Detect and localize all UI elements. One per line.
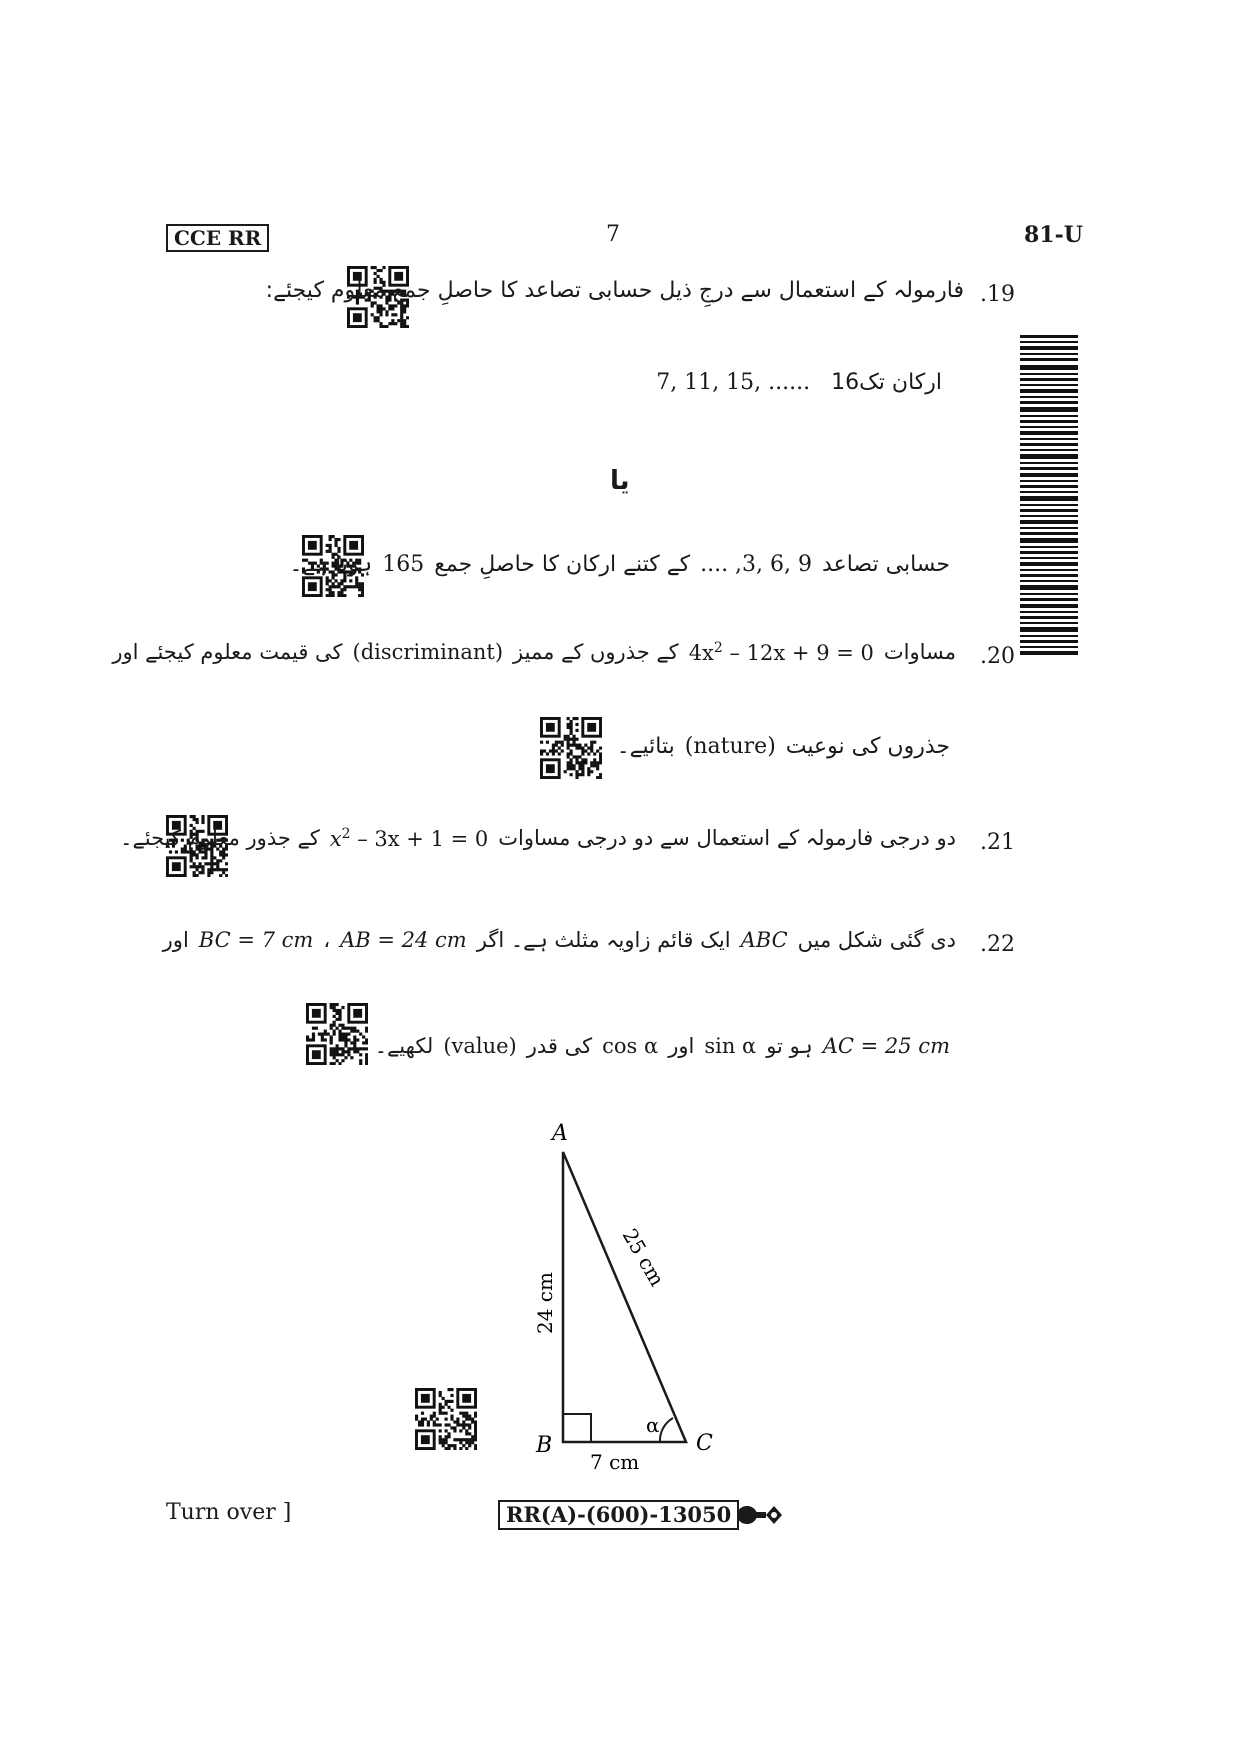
vertex-a-label: A xyxy=(552,1121,568,1146)
q20-l1-b: کے جذروں کے ممیز xyxy=(513,640,679,664)
qr-code-q22 xyxy=(306,1003,368,1065)
q22-a: دی گئی شکل میں xyxy=(797,928,956,952)
q19-alt-series: .... ,3, 6, 9 xyxy=(700,552,813,577)
paper-code: 81-U xyxy=(1024,222,1083,248)
or-separator: یا xyxy=(610,466,630,496)
q20-l1-c: کی قیمت معلوم کیجئے اور xyxy=(112,640,343,664)
q19-alt-line xyxy=(289,552,950,577)
height-length-label: 24 cm xyxy=(533,1272,557,1334)
vertex-c-label: C xyxy=(696,1431,713,1456)
qr-code-q20 xyxy=(540,717,602,779)
q19-alt-b: کے کتنے ارکان کا حاصلِ جمع xyxy=(434,552,691,577)
q19-series-line xyxy=(656,370,942,395)
q22-c: ہو تو xyxy=(766,1034,813,1058)
q20-l2-a: جذروں کی نوعیت xyxy=(785,734,950,759)
q22-d: کی قدر xyxy=(526,1034,593,1058)
q22-abc: ABC xyxy=(740,928,788,952)
hypotenuse-length-label: 25 cm xyxy=(617,1224,670,1291)
qr-code-figure xyxy=(415,1388,477,1450)
angle-alpha-arc xyxy=(660,1418,673,1442)
q21-a: دو درجی فارمولہ کے استعمال سے دو درجی مساوات xyxy=(498,826,956,850)
q20-line2 xyxy=(617,734,950,759)
footer-code-box: RR(A)-(600)-13050 xyxy=(498,1500,739,1530)
q22-and2: اور xyxy=(668,1034,695,1058)
q22-line1 xyxy=(163,928,956,952)
q19-number: .19 xyxy=(980,282,1015,307)
q19-alt-a: حسابی تصاعد xyxy=(822,552,950,577)
q19-series: 7, 11, 15, ...... xyxy=(656,370,811,395)
q22-bc: BC = 7 cm xyxy=(198,928,314,952)
q20-term2: (nature) xyxy=(684,734,776,759)
q22-b: ایک قائم زاویہ مثلث ہے۔ اگر xyxy=(476,928,731,952)
q20-equation: $4x^2 - 12x + 9 = 0$ xyxy=(688,640,874,665)
q22-number: .22 xyxy=(980,932,1015,957)
barcode xyxy=(1020,335,1078,655)
q21-equation: $x^2 - 3x + 1 = 0$ xyxy=(329,826,489,851)
q19-alt-c: ہوتا ہے۔ xyxy=(289,552,373,577)
base-length-label: 7 cm xyxy=(590,1450,640,1474)
q22-sin: sin α xyxy=(704,1034,757,1058)
q20-number: .20 xyxy=(980,644,1015,669)
q19-alt-num: 165 xyxy=(382,552,425,577)
q22-line2 xyxy=(375,1034,950,1058)
q19-series-label: 16ارکان تک xyxy=(831,370,942,395)
q22-ab: AB = 24 cm xyxy=(340,928,467,952)
triangle-figure xyxy=(510,1110,740,1480)
alpha-label: α xyxy=(646,1413,660,1437)
exam-code-box: CCE RR xyxy=(166,224,269,252)
q20-term: (discriminant) xyxy=(352,640,504,664)
q22-and: اور xyxy=(162,928,189,952)
q21-line xyxy=(120,826,956,851)
q20-l2-b: بتائیے۔ xyxy=(616,734,675,759)
q22-term: (value) xyxy=(443,1034,517,1058)
q22-ac: AC = 25 cm xyxy=(822,1034,950,1058)
q22-cos: cos α xyxy=(602,1034,659,1058)
printer-ornament-icon xyxy=(736,1502,786,1528)
page-number: 7 xyxy=(606,222,620,247)
q20-l1-a: مساوات xyxy=(883,640,956,664)
q20-line1 xyxy=(112,640,956,665)
q22-e: لکھیے۔ xyxy=(374,1034,434,1058)
right-angle-marker xyxy=(563,1414,591,1442)
turn-over-text: Turn over ] xyxy=(166,1500,292,1525)
q19-text: فارمولہ کے استعمال سے درجِ ذیل حسابی تصاعد کا حاصلِ جمع معلوم کیجئے: xyxy=(265,278,964,303)
triangle-shape xyxy=(563,1152,686,1442)
q22-comma: ، xyxy=(323,928,331,952)
vertex-b-label: B xyxy=(536,1433,553,1458)
q21-b: کے جذور معلوم کیجئے۔ xyxy=(120,826,320,850)
q21-number: .21 xyxy=(980,830,1015,855)
